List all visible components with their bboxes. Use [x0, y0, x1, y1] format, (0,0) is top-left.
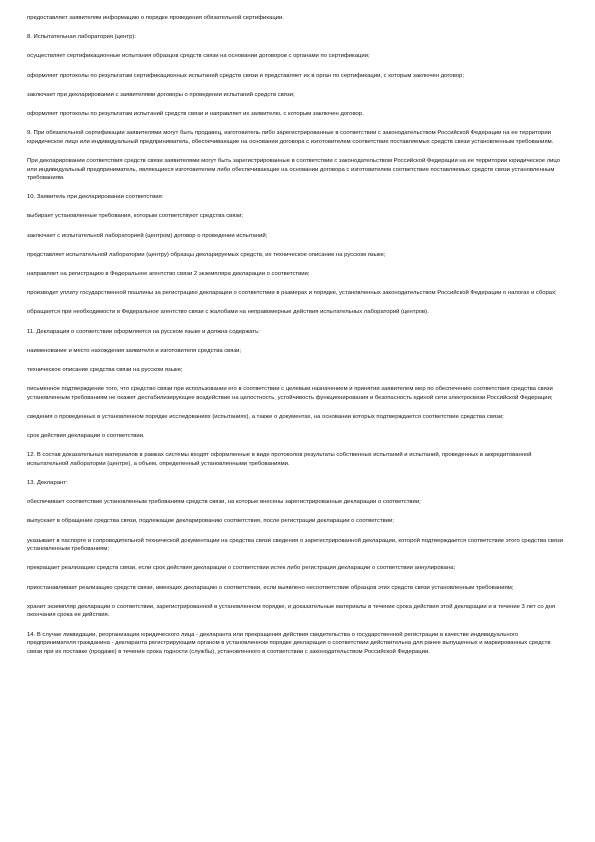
paragraph: 12. В состав доказательных материалов в рамках системы входят оформленные в виде протоколов результаты собственных испытаний и испытаний, проведенных в аккредитованной испытательной лаборатории (центре), а объем, определенный установленными требованиями.	[27, 452, 532, 467]
document-page	[27, 14, 567, 667]
paragraph: представляет испытательной лаборатории (центру) образцы декларируемых средств, их техническое описание на русском языке;	[27, 251, 386, 258]
paragraph: осуществляет сертификационные испытания образцов средств связи на основании договоров с органами по сертификации;	[27, 53, 370, 60]
section-heading: 11. Декларация о соответствии оформляется на русском языке и должна содержать:	[27, 328, 260, 335]
paragraph: выпускает в обращение средства связи, подлежащие декларированию соответствия, после регистрации декларации о соответствии;	[27, 518, 394, 525]
paragraph: хранит экземпляр декларации о соответствии, зарегистрированной в установленном порядке, и доказательные материалы в течение срока действия этой декларации и в течение 3 лет со дня окончания срока ее действия.	[27, 603, 556, 619]
paragraph: срок действия декларации о соответствии.	[27, 433, 145, 440]
paragraph: направляет на регистрацию в Федеральное агентство связи 2 экземпляра декларации о соответствии;	[27, 271, 310, 278]
paragraph: заключает с испытательной лабораторией (центром) договор о проведении испытаний;	[27, 232, 268, 239]
paragraph: техническое описание средства связи на русском языке;	[27, 366, 183, 373]
paragraph: указывает в паспорте и сопроводительной технической документации на средства связи сведения о зарегистрированной декларации, которой подтверждается соответствие этого средства связи установленным требованиям;	[27, 537, 563, 553]
section-heading: 10. Заявитель при декларировании соответствия:	[27, 194, 164, 201]
paragraph: обращается при необходимости в Федеральное агентство связи с жалобами на неправомерные действия испытательных лабораторий (центров).	[27, 309, 429, 316]
paragraph: оформляет протоколы по результатам испытаний средств связи и направляет их заявителю, с которым заключен договор.	[27, 110, 364, 117]
paragraph: наименование и место нахождения заявителя и изготовителя средства связи;	[27, 347, 242, 354]
paragraph: письменное подтверждение того, что средство связи при использовании его в соответствии с целевым назначением и принятии заявителем мер по обеспечению соответствия средства связи установленным требованиям не окажет дестабилизирующее воздействие на целостность, устойчивость функционирования и безопасность единой сети электросвязи Российской Федерации;	[27, 386, 553, 401]
paragraph: 14. В случае ликвидации, реорганизации юридического лица - декларанта или прекращения действия свидетельства о государственной регистрации в качестве индивидуального предпринимателя гражданина - декларанта регистрирующим органом в установленном порядке декларация о соответствии действительна для ранее выпущенных и маркированных средств связи при их поставке (продаже) в течение срока годности (службы), установленного в соответствии с законодательством Российской Федерации.	[27, 631, 551, 655]
paragraph: оформляет протоколы по результатам сертификационных испытаний средств связи и представляет их в орган по сертификации, с которым заключен договор;	[27, 72, 464, 79]
paragraph: прекращает реализацию средств связи, если срок действия декларации о соответствии истек либо регистрация декларации о соответствии аннулирована;	[27, 565, 456, 572]
paragraph: При декларировании соответствия средств связи заявителями могут быть зарегистрированные в соответствии с законодательством Российской Федерации на ее территории юридическое лицо или индивидуальный предприниматель, являющиеся изготовителем либо обеспечивающие на основании договора с изготовителем соответствие поставляемых средств связи установленным требованиям.	[27, 157, 561, 182]
paragraph: приостанавливает реализацию средств связи, имеющих декларацию о соответствии, если выявлено несоответствие образцов этих средств связи установленным требованиям;	[27, 584, 514, 591]
paragraph: сведения о проведенных в установленном порядке исследованиях (испытаниях), а также о документах, на основании которых подтверждается соответствие средства связи;	[27, 413, 504, 420]
section-heading: 13. Декларант:	[27, 480, 68, 487]
section-heading: 8. Испытательная лаборатория (центр):	[27, 34, 136, 41]
paragraph: 9. При обязательной сертификации заявителями могут быть продавец, изготовитель либо зарегистрированные в соответствии с законодательством Российской Федерации на ее территории юридическое лицо или индивидуальный предприниматель, обеспечивающие на основании договора с изготовителем соответствие поставляемых средств связи установленным требованиям.	[27, 130, 554, 145]
paragraph: предоставляет заявителям информацию о порядке проведения обязательной сертификации.	[27, 15, 284, 21]
paragraph: производит уплату государственной пошлины за регистрацию декларации о соответствии в размерах и порядке, установленных законодательством Российской Федерации о налогах и сборах;	[27, 290, 557, 297]
paragraph: выбирает установленные требования, которым соответствуют средства связи;	[27, 213, 244, 220]
paragraph: заключает при декларировании с заявителями договоры о проведении испытаний средств связи;	[27, 91, 295, 98]
paragraph: обеспечивает соответствие установленным требованиям средств связи, на которые внесены зарегистрированные декларации о соответствии;	[27, 499, 421, 506]
